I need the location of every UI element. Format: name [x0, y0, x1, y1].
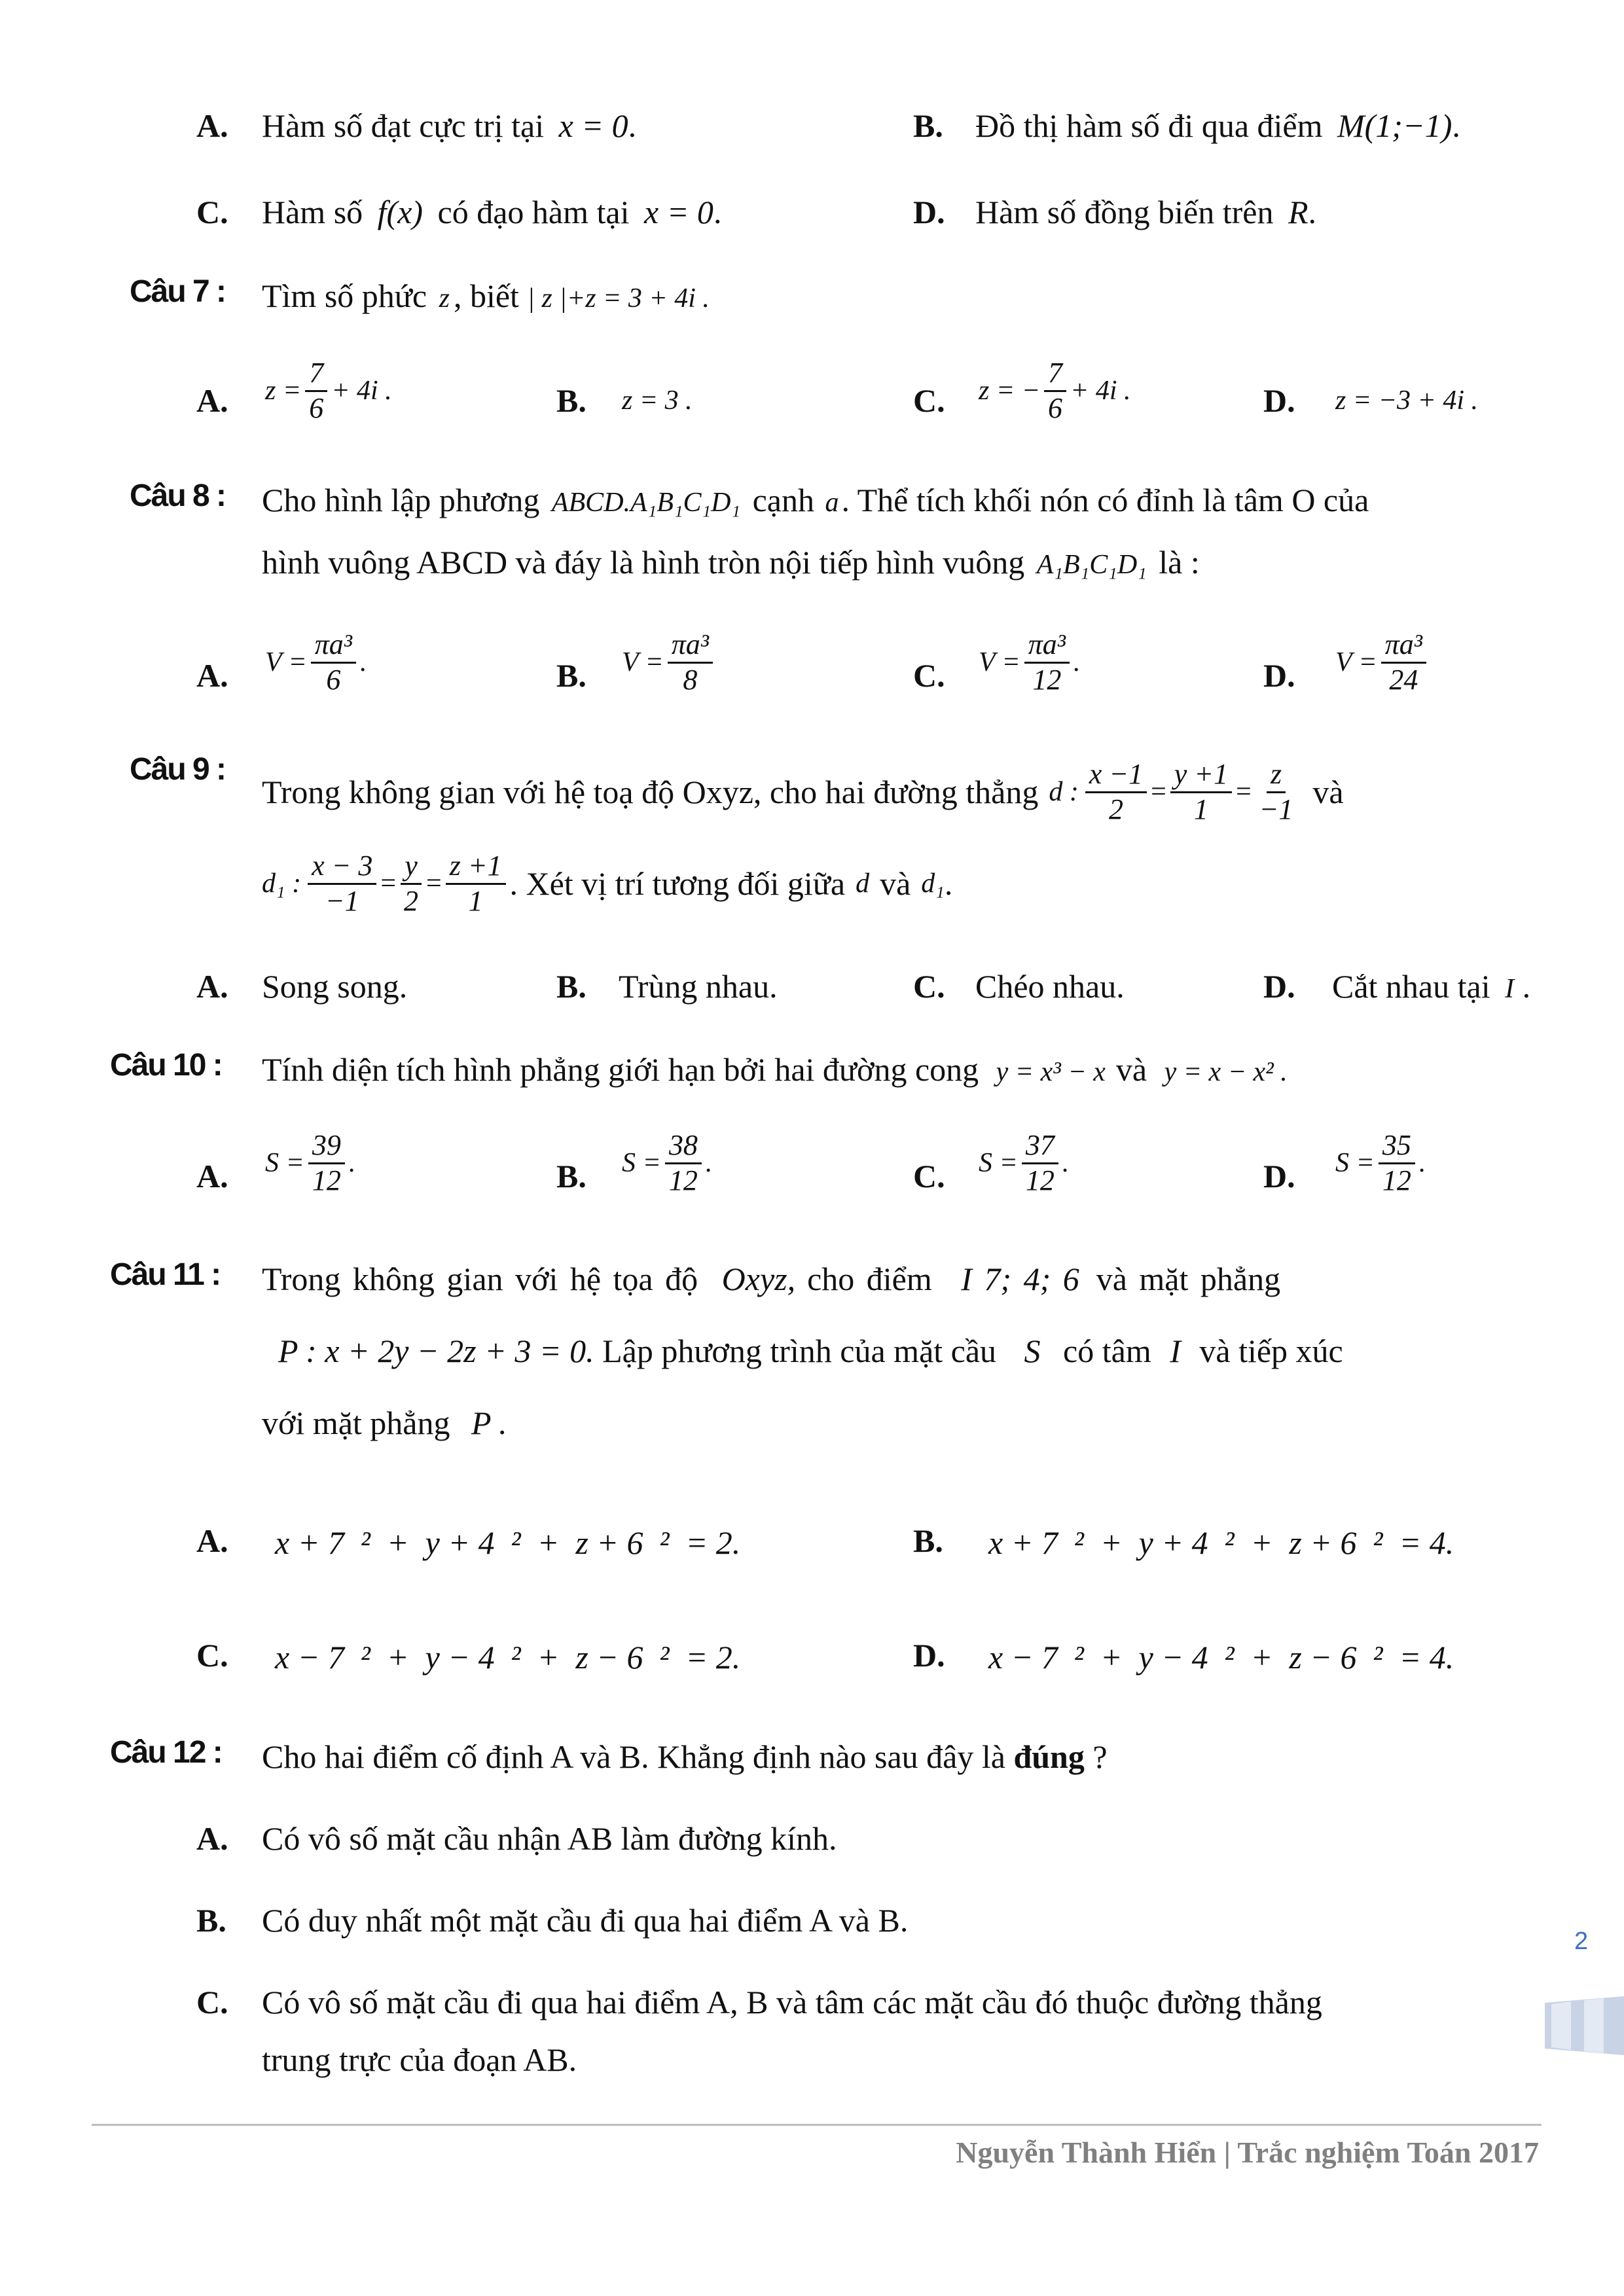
q7-option-c-math: z = − $\frac{7}{6}$ + 4i . [979, 357, 1131, 424]
q12-option-a-text: Có vô số mặt cầu nhận AB làm đường kính. [262, 1820, 837, 1857]
q7-option-d-math: z = −3 + 4i . [1335, 386, 1479, 416]
q12-option-c-text: Có vô số mặt cầu đi qua hai điểm A, B và tâm các mặt cầu đó thuộc đường thẳng [262, 1984, 1322, 2020]
q8-option-a-math: V = $\frac{\text{πa³}}{6}$ . [265, 628, 367, 696]
q7-text: Tìm số phức z , biết | z |+z = 3 + 4i . [262, 278, 710, 314]
q9-option-d-text: Cắt nhau tại I . [1332, 968, 1531, 1005]
q8-option-d-math: V = $\frac{\text{πa³}}{24}$ [1335, 628, 1430, 696]
q12-label: Câu 12 : [110, 1735, 222, 1770]
q8-option-b-math: V = $\frac{\text{πa³}}{8}$ [622, 628, 717, 696]
q11-option-b-math: x + 7 ² + y + 4 ² + z + 6 ² = 4. [988, 1524, 1454, 1561]
q11-option-a-math: x + 7 ² + y + 4 ² + z + 6 ² = 2. [275, 1524, 741, 1561]
q8-option-b-label: B. [556, 657, 586, 694]
q10-option-a-math: S = $\frac{39}{12}$ . [265, 1129, 356, 1196]
q6-option-c-label: C. [196, 194, 228, 230]
q11-line1: Trong không gian với hệ tọa độ Oxyz, cho điểm I 7; 4; 6 và mặt phẳng [262, 1261, 1281, 1297]
q11-option-c-label: C. [196, 1637, 228, 1674]
q7-option-d-label: D. [1263, 382, 1295, 419]
q10-label: Câu 10 : [110, 1048, 222, 1083]
page-number: 2 [1574, 1928, 1589, 1955]
q12-option-c-text-cont: trung trực của đoạn AB. [262, 2041, 577, 2078]
q12-text: Cho hai điểm cố định A và B. Khẳng định nào sau đây là đúng ? [262, 1738, 1108, 1775]
q6-option-a-text: Hàm số đạt cực trị tại x = 0. [262, 107, 637, 144]
q11-option-a-label: A. [196, 1522, 228, 1559]
q6-option-d-label: D. [913, 194, 945, 230]
q8-line2: hình vuông ABCD và đáy là hình tròn nội tiếp hình vuông A₁B₁C₁D₁ là : [262, 544, 1200, 581]
q9-option-c-label: C. [913, 968, 945, 1005]
q11-label: Câu 11 : [110, 1257, 221, 1292]
q8-option-c-math: V = $\frac{\text{πa³}}{12}$ . [979, 628, 1081, 696]
q7-option-a-label: A. [196, 382, 228, 419]
page-corner-tab-icon [1545, 1996, 1624, 2055]
q11-option-d-math: x − 7 ² + y − 4 ² + z − 6 ² = 4. [988, 1639, 1454, 1676]
q9-option-a-label: A. [196, 968, 228, 1005]
q7-option-b-math: z = 3 . [622, 386, 693, 416]
q10-text: Tính diện tích hình phẳng giới hạn bởi hai đường cong y = x³ − x và y = x − x² . [262, 1051, 1288, 1088]
q8-option-a-label: A. [196, 657, 228, 694]
q10-option-a-label: A. [196, 1158, 228, 1194]
q7-label: Câu 7 : [130, 274, 226, 309]
q6-option-d-text: Hàm số đồng biến trên R. [975, 194, 1317, 230]
q6-option-b-text: Đồ thị hàm số đi qua điểm M(1;−1). [975, 107, 1460, 144]
q11-line3: với mặt phẳng P . [262, 1405, 507, 1441]
q6-option-b-label: B. [913, 107, 943, 144]
q10-option-d-label: D. [1263, 1158, 1295, 1194]
footer-divider [92, 2124, 1542, 2126]
q9-option-b-text: Trùng nhau. [619, 968, 778, 1005]
q9-option-c-text: Chéo nhau. [975, 968, 1125, 1005]
q12-option-b-label: B. [196, 1902, 226, 1939]
q10-option-c-math: S = $\frac{37}{12}$ . [979, 1129, 1070, 1196]
q8-label: Câu 8 : [130, 478, 226, 513]
q10-option-b-label: B. [556, 1158, 586, 1194]
q7-option-c-label: C. [913, 382, 945, 419]
q10-option-c-label: C. [913, 1158, 945, 1194]
q9-option-d-label: D. [1263, 968, 1295, 1005]
q11-option-c-math: x − 7 ² + y − 4 ² + z − 6 ² = 2. [275, 1639, 741, 1676]
q11-option-b-label: B. [913, 1522, 943, 1559]
q10-option-b-math: S = $\frac{38}{12}$ . [622, 1129, 713, 1196]
q11-line2: P : x + 2y − 2z + 3 = 0. Lập phương trình của mặt cầu S có tâm I và tiếp xúc [278, 1333, 1343, 1369]
q9-line1: Trong không gian với hệ toạ độ Oxyz, cho hai đường thẳng d : $\frac{x -1}{2}$ = $\frac{y +1}{1}$ = $\frac{z}{-1}$ và [262, 757, 1344, 825]
q7-option-a-math: z = $\frac{7}{6}$ + 4i . [265, 357, 392, 424]
q8-line1: Cho hình lập phương ABCD.A₁B₁C₁D₁ cạnh a. Thể tích khối nón có đỉnh là tâm O của [262, 482, 1369, 518]
q9-option-b-label: B. [556, 968, 586, 1005]
q12-option-b-text: Có duy nhất một mặt cầu đi qua hai điểm A và B. [262, 1902, 909, 1939]
q12-option-a-label: A. [196, 1820, 228, 1857]
footer-text: Nguyễn Thành Hiển | Trắc nghiệm Toán 2017 [956, 2136, 1539, 2169]
q8-option-d-label: D. [1263, 657, 1295, 694]
q10-option-d-math: S = $\frac{35}{12}$ . [1335, 1129, 1426, 1196]
q9-option-a-text: Song song. [262, 968, 408, 1005]
q7-option-b-label: B. [556, 382, 586, 419]
q9-label: Câu 9 : [130, 752, 226, 787]
q11-option-d-label: D. [913, 1637, 945, 1674]
q9-line2: d₁ : $\frac{x - 3}{-1}$ = $\frac{y}{2}$ = $\frac{z +1}{1}$ . Xét vị trí tương đối giữa d và d₁ . [262, 849, 953, 917]
q6-option-c-text: Hàm số f(x) có đạo hàm tại x = 0. [262, 194, 722, 230]
q6-option-a-label: A. [196, 107, 228, 144]
q12-option-c-label: C. [196, 1984, 228, 2020]
q8-option-c-label: C. [913, 657, 945, 694]
